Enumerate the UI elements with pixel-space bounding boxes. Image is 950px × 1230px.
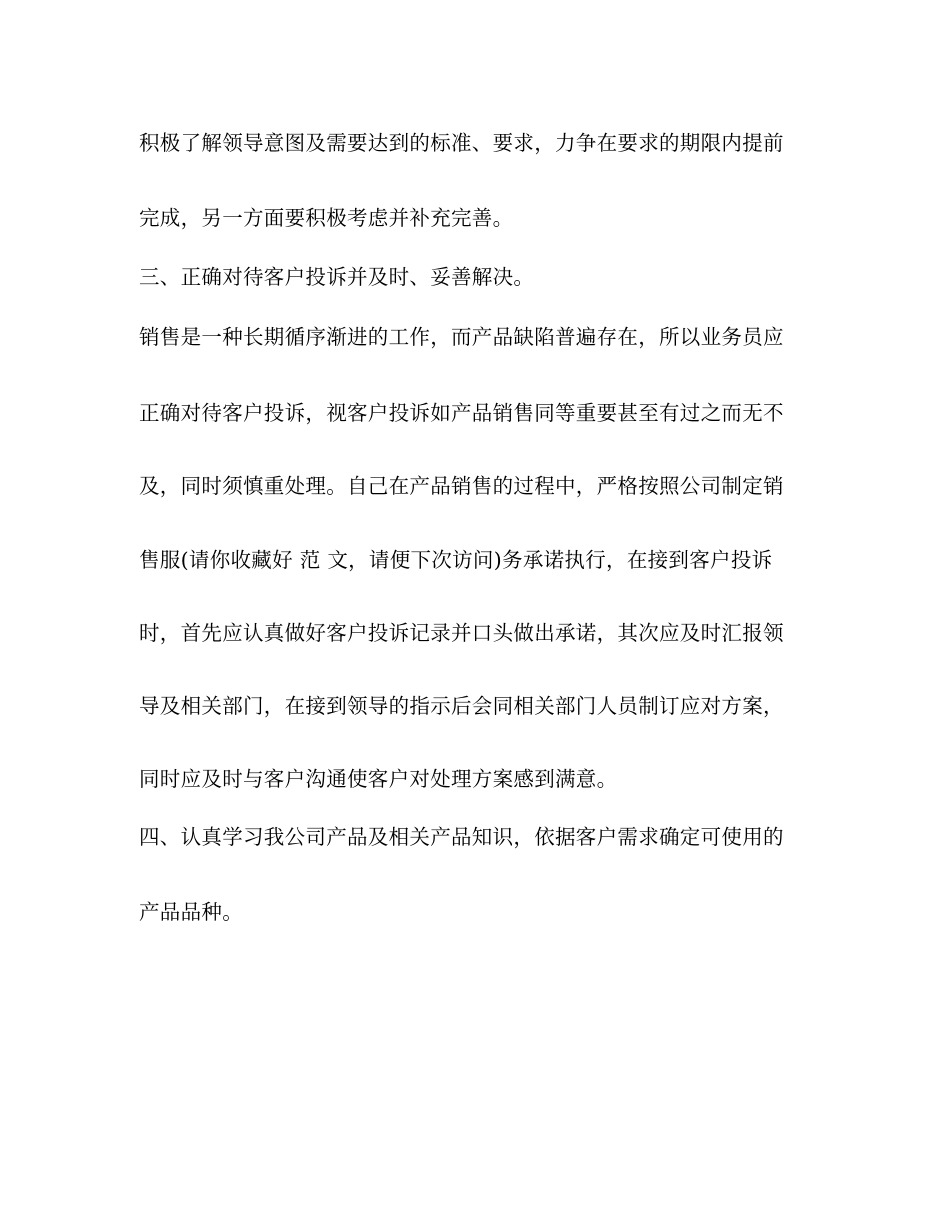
paragraph-line: 时，首先应认真做好客户投诉记录并口头做出承诺，其次应及时汇报领	[139, 621, 784, 645]
paragraph-line: 正确对待客户投诉，视客户投诉如产品销售同等重要甚至有过之而无不	[139, 401, 784, 425]
paragraph-line: 完成，另一方面要积极考虑并补充完善。	[139, 206, 514, 230]
paragraph-line: 同时应及时与客户沟通使客户对处理方案感到满意。	[139, 767, 618, 791]
paragraph-line: 销售是一种长期循序渐进的工作，而产品缺陷普遍存在，所以业务员应	[139, 325, 784, 349]
section-heading: 四、认真学习我公司产品及相关产品知识，依据客户需求确定可使用的	[139, 825, 784, 849]
paragraph-line: 积极了解领导意图及需要达到的标准、要求，力争在要求的期限内提前	[139, 131, 784, 155]
paragraph-line: 产品品种。	[139, 900, 243, 924]
paragraph-line: 导及相关部门，在接到领导的指示后会同相关部门人员制订应对方案，	[139, 694, 784, 718]
paragraph-line: 及，同时须慎重处理。自己在产品销售的过程中，严格按照公司制定销	[139, 474, 784, 498]
paragraph-line: 售服(请你收藏好 范 文，请便下次访问)务承诺执行，在接到客户投诉	[139, 548, 773, 572]
section-heading: 三、正确对待客户投诉并及时、妥善解决。	[139, 265, 535, 289]
